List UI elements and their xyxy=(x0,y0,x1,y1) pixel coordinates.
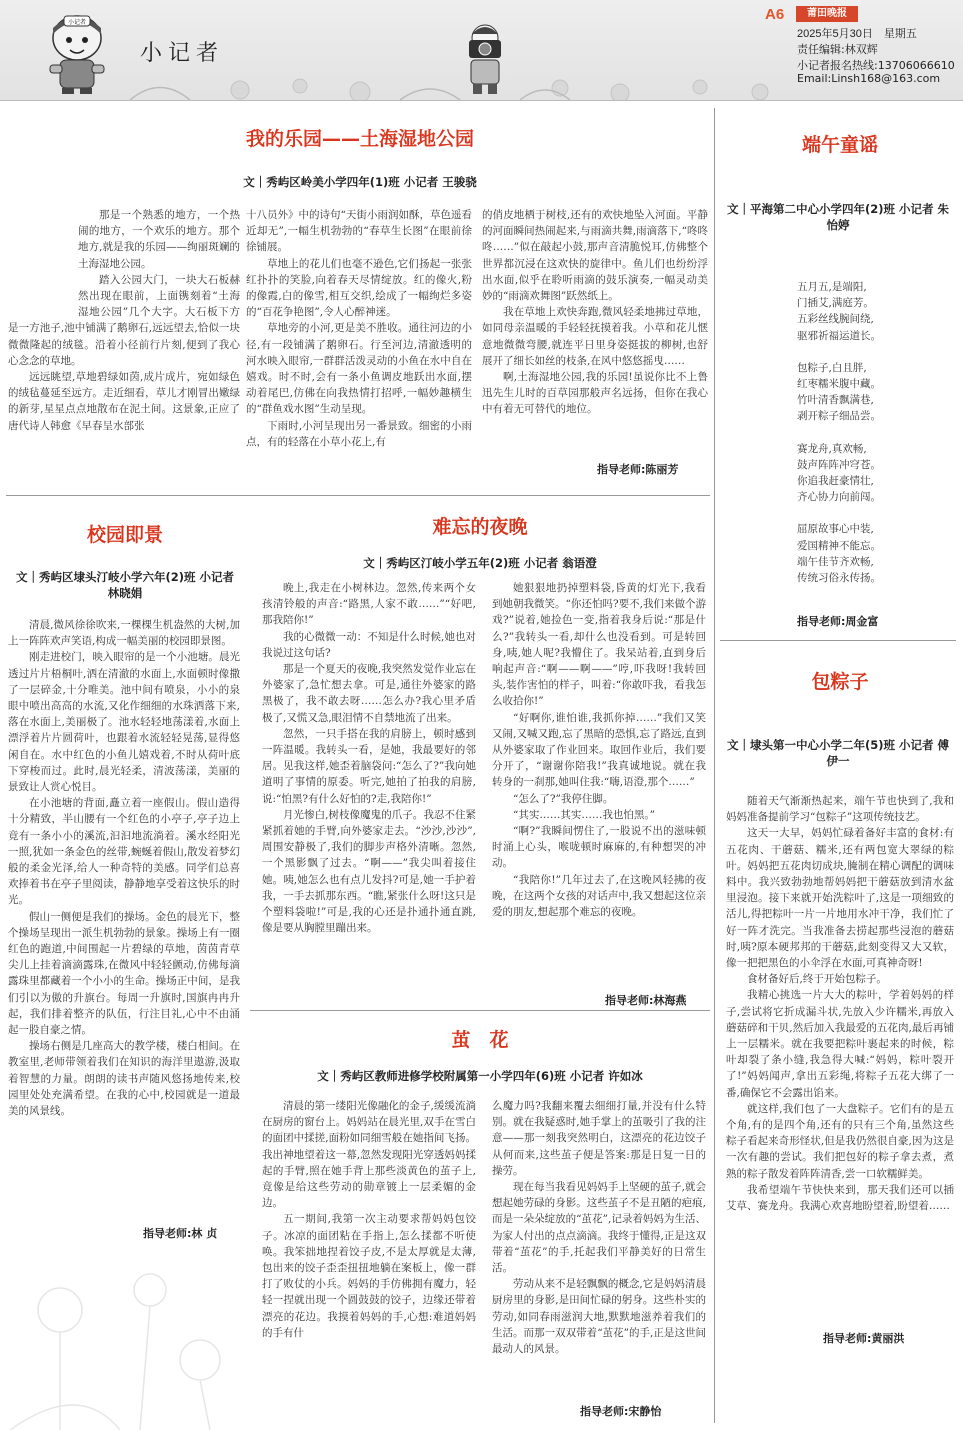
paragraph: 月光惨白,树枝像魔鬼的爪子。我忍不住紧紧抓着她的手臂,向外婆家走去。“沙沙,沙沙”,周围安静极了,我们的脚步声格外清晰。忽然,一个黑影飘了过去。“啊——”我尖叫着接住她。咦,她怎么也有点儿发抖?可是,她一手护着我，一手去抓那东西。“瞧,紧张什么呀!这只是个塑料袋啦!”可是,我的心还是扑通扑通直跳,像是要从胸膛里蹦出来。 xyxy=(262,808,476,935)
paragraph: 踏入公园大门，一块大石板赫然出现在眼前，上面镌刻着“土海湿地公园”几个大字。大石板下方是一方池子,池中铺满了鹅卵石,远远望去,恰似一块微微隆起的绒毯。沿着小径前行片刻,便到了我心心念念的草地。 xyxy=(8,273,240,367)
poem-line: 五月五,是端阳, xyxy=(797,281,867,293)
poem-line: 齐心协力向前闯。 xyxy=(797,491,881,504)
contact-email: Email:Linsh168@163.com xyxy=(797,72,941,85)
vertical-divider xyxy=(714,108,715,1423)
paragraph: 食材备好后,终于开始包粽子。 xyxy=(747,973,887,986)
paragraph: 我的心微微一动：不知是什么时候,她也对我说过这句话? xyxy=(262,630,476,659)
newspaper-brand-logo: 莆田晚报 xyxy=(796,6,858,22)
poem-line: 你追我赶豪情壮, xyxy=(797,475,874,488)
poem-line: 剥开粽子细品尝。 xyxy=(797,410,881,423)
paragraph: “好啊你,谁怕谁,我抓你掉……”我们又笑又闹,又喊又跑,忘了黑暗的恐惧,忘了路远,直到从外婆家取了作业回来。取回作业后，我们要分开了，“谢谢你陪我!”我真诚地说。就在我转身的一刹那,她叫住我:“嗨,语澄,那个……” xyxy=(492,711,706,789)
poem-line: 赛龙舟,真欢畅, xyxy=(797,442,867,455)
poem-line: 传统习俗永传扬。 xyxy=(797,572,881,585)
poem-body xyxy=(797,279,881,602)
paragraph: 就这样,我们包了一大盘粽子。它们有的是五个角,有的是四个角,还有的只有三个角,虽然这些粽子看起来奇形怪状,但是我仍然很自豪,因为这是一次有趣的尝试。我们把包好的粽子拿去煮，煮熟的粽子散发着阵阵清香,尝一口软糯鲜美。 xyxy=(726,1102,954,1180)
paragraph: 么魔力吗?我翻来覆去细细打量,并没有什么特别。就在我疑惑时,她手掌上的茧吸引了我的注意——那一刻我突然明白，这漂亮的花边饺子从何而来,这些茧子便是答案:那是日复一日的操劳。 xyxy=(492,1100,706,1177)
decorative-flowers-illustration xyxy=(0,1250,250,1430)
advisor-teacher: 指导老师:林海燕 xyxy=(605,994,687,1007)
poem-stanza xyxy=(797,279,881,344)
poem-line: 鼓声阵阵冲穹苍。 xyxy=(797,458,881,471)
poem-stanza xyxy=(797,360,881,425)
paragraph: 的俏皮地栖于树枝,还有的欢快地坠入河面。平静的河面瞬间热闹起来,与雨滴共舞,雨滴落下,“咚咚咚……”似在敲起小鼓,那声音清脆悦耳,仿佛整个世界都沉浸在这欢快的旋律中。鱼儿们也纷纷浮出水面,似乎在聆听雨滴的鼓乐演奏,一幅灵动美妙的“雨滴欢舞图”跃然纸上。 xyxy=(482,209,708,303)
paragraph: 五一期间,我第一次主动要求帮妈妈包饺子。冰凉的面团粘在手指上,怎么揉都不听使唤。我笨拙地捏着饺子皮,不是太厚就是太薄,包出来的饺子歪歪扭扭地躺在案板上，像一群打了败仗的小兵。妈妈的手仿佛拥有魔力，轻轻一捏就出现一个圆鼓鼓的饺子，边缘还带着漂亮的花边。我摸着妈妈的手,心想:难道妈妈的手有什 xyxy=(262,1213,476,1339)
article-title: 包粽子 xyxy=(811,671,869,693)
paragraph: “我陪你!”几年过去了,在这晚风轻拂的夜晚，在这两个女孩的对话声中,我又想起这位亲爱的朋友,想起那个难忘的夜晚。 xyxy=(492,873,706,919)
article-column xyxy=(726,793,954,1323)
paragraph: 远远眺望,草地碧绿如茵,成片成片，宛如绿色的绒毡蔓延至远方。走近细看，草儿才刚冒出嫩绿的新芽,星星点点地散布在泥土间。这景象,正应了唐代诗人韩愈《早春呈水部张 xyxy=(8,371,240,432)
paragraph: 我精心挑选一片大大的粽叶，学着妈妈的样子,尝试将它折成漏斗状,先放入少许糯米,再放入蘑菇碎和干贝,然后加入我最爱的五花肉,最后再铺上一层糯米。就在我要把粽叶裹起来的时候，粽叶却裂了条小缝,我急得大喊:“妈妈，粽叶裂开了!”妈妈闻声,拿出五彩绳,将粽子五花大绑了一番,确保它不会露出馅来。 xyxy=(726,989,954,1099)
poem-stanza xyxy=(797,441,881,506)
article-column xyxy=(262,1098,476,1426)
advisor-teacher: 指导老师:黄丽洪 xyxy=(823,1332,905,1345)
article-byline: 文｜秀屿区教师进修学校附属第一小学四年(6)班 小记者 许如冰 xyxy=(317,1069,643,1083)
advisor-teacher: 指导老师:周金富 xyxy=(797,615,879,628)
poem-line: 红枣糯米腹中藏。 xyxy=(797,378,881,391)
advisor-teacher: 指导老师:宋静怡 xyxy=(580,1405,662,1418)
poem-stanza xyxy=(797,521,881,586)
paragraph: “其实……其实……我也怕黑。” xyxy=(513,808,655,821)
paragraph: 清晨的第一缕阳光像融化的金子,缓缓流淌在厨房的窗台上。妈妈站在晨光里,双手在雪白的面团中揉搓,面粉如同细雪般在她指间飞扬。我出神地望着这一幕,忽然发现阳光穿透妈妈揉起的手臂,照在她手背上那些淡黄色的茧子上,竟像是给这些劳动的勋章镀上一层柔媚的金边。 xyxy=(262,1100,476,1210)
paragraph: “怎么了?”我停住脚。 xyxy=(513,792,614,805)
paragraph: 我希望端午节快快来到，那天我们还可以插艾草、赛龙舟。我满心欢喜地盼望着,盼望着…… xyxy=(726,1183,954,1213)
poem-line: 端午佳节齐欢畅, xyxy=(797,555,874,568)
paragraph: 我在草地上欢快奔跑,微风轻柔地拂过草地，如同母亲温暖的手轻轻抚摸着我。小草和花儿惬意地微微弯腰,就连平日里身姿挺拔的柳树,也舒展开了细长如丝的枝条,在风中悠悠摇曳…… xyxy=(482,306,708,367)
article-column xyxy=(246,207,472,497)
paragraph: 她狠狠地扔掉塑料袋,昏黄的灯光下,我看到她朝我微笑。“你还怕吗?要不,我们来做个游戏?”说着,她捡色一变,指着我身后说:“那是什么?”我转头一看,却什么也没看到。可是转回身,咦,她人呢?我懵住了。我呆站着,直到身后响起声音:“啊——啊——”哼,吓我呀!我转回头,装作害怕的样子，叫着:“你敢吓我，看我怎么收拾你!” xyxy=(492,582,706,708)
article-column xyxy=(262,580,476,1000)
horizontal-divider xyxy=(250,1010,710,1011)
paragraph: 这天一大早，妈妈忙碌着备好丰富的食材:有五花肉、干蘑菇、糯米,还有两包宽大翠绿的粽叶。妈妈把五花肉切成块,腌制在精心调配的调味料中。我兴致勃勃地帮妈妈把干蘑菇放到清水盆里浸泡。接下来就开始洗粽叶了,这是一项细致的活儿,得把粽叶一片一片地用水冲干净，我们忙了好一阵才洗完。当我准备去捞起那些浸泡的蘑菇时,咦?原本硬邦邦的干蘑菇,此刻变得又大又软，像一把把黑色的小伞浮在水面,可真神奇呀! xyxy=(726,827,954,970)
paragraph: 劳动从来不是轻飘飘的概念,它是妈妈清晨厨房里的身影,是田间忙碌的躬身。这些朴实的劳动,如同春雨滋润大地,默默地滋养着我们的生活。而那一双双带着“茧花”的手,正是这世间最动人的风景。 xyxy=(492,1278,706,1356)
article-byline: 文｜秀屿区埭头汀岐小学六年(2)班 小记者 林晓娟 xyxy=(15,570,234,600)
poem-line: 竹叶清香飘满巷, xyxy=(797,394,874,407)
article-column xyxy=(492,580,706,980)
paragraph: 在小池塘的背面,矗立着一座假山。假山造得十分精致，半山腰有一个红色的小亭子,亭子边上竟有一条小小的溪流,汩汩地流淌着。溪水经阳光一照,犹如一条金色的丝带,蜿蜒着假山,散发着梦幻般的柔金光泽,给人一种奇特的美感。同学们总喜欢捧着书在亭子里阅读，静静地享受着这快乐的时光。 xyxy=(8,797,240,907)
paragraph: 刚走进校门，映入眼帘的是一个小池塘。晨光透过片片梧桐叶,洒在清澈的水面上,水面顿时像撒了一层碎金,十分唯美。池中间有喷泉，小小的泉眼中喷出高高的水流,又化作细细的水珠洒落下来,落在水面上,美丽极了。池水轻轻地荡漾着,水面上漂浮着片片圆荷叶，也跟着水流轻轻晃荡,显得悠闲自在。水中红色的小鱼儿嬉戏着,不时从荷叶底下穿梭而过。此时,晨光轻柔，清波荡漾，美丽的景致让人赏心悦目。 xyxy=(8,651,240,794)
poem-line: 门插艾,满庭芳。 xyxy=(797,297,874,310)
paragraph: 清晨,微风徐徐吹来,一棵棵生机盎然的大树,加上一阵阵欢声笑语,构成一幅美丽的校园即景图。 xyxy=(8,619,240,648)
horizontal-divider xyxy=(720,640,956,641)
article-title: 茧 花 xyxy=(451,1029,509,1051)
article-title: 难忘的夜晚 xyxy=(432,516,528,538)
paragraph: “啊?”我瞬间愣住了,一股说不出的滋味顿时涌上心头，喉咙顿时麻麻的,有种想哭的冲动。 xyxy=(492,825,706,870)
article-byline: 文｜秀屿区岭美小学四年(1)班 小记者 王骏骁 xyxy=(243,175,477,189)
paragraph: 下雨时,小河呈现出另一番景致。细密的小雨点，有的轻落在小草小花上,有 xyxy=(246,419,472,448)
paragraph: 晚上,我走在小树林边。忽然,传来两个女孩清铃般的声音:“路黑,人家不敢……”“好吧,那我陪你!” xyxy=(262,582,476,627)
signup-hotline: 小记者报名热线:13706066610 xyxy=(797,59,955,72)
mascot-badge: 小记者 xyxy=(67,19,87,26)
poem-line: 包粽子,白且胖, xyxy=(797,361,867,374)
article-column xyxy=(482,207,708,472)
article-title: 校园即景 xyxy=(86,524,163,546)
page-header xyxy=(0,0,963,101)
paragraph: 草地上的花儿们也毫不逊色,它们扬起一张张红扑扑的笑脸,向着春天尽情绽放。红的像火,粉的像霞,白的像雪,相互交织,绘成了一幅绚烂多姿的“百花争艳图”,令人心醉神迷。 xyxy=(246,257,472,319)
article-column xyxy=(492,1098,706,1398)
paragraph: 操场右侧是几座高大的教学楼，楼白相间。在教室里,老师带领着我们在知识的海洋里遨游,汲取着智慧的力量。朗朗的读书声随风悠扬地传来,校园里处处充满希望。在我的心中,校园就是一道最美的风景线。 xyxy=(8,1040,240,1118)
paragraph: 随着天气渐渐热起来，端午节也快到了,我和妈妈准备提前学习“包粽子”这项传统技艺。 xyxy=(726,795,954,824)
camera-reporter-icon xyxy=(455,20,515,95)
poem-line: 屈原故事心中装, xyxy=(797,523,874,536)
paragraph: 草地旁的小河,更是美不胜收。通往河边的小径,有一段铺满了鹅卵石。行至河边,清澈透明的河水映入眼帘,一群群活泼灵动的小鱼在水中自在嬉戏。时不时,会有一条小鱼调皮地跃出水面,摆动着尾巴,仿佛在向我热情打招呼,一幅妙趣横生的“群鱼戏水图”生动呈现。 xyxy=(246,322,472,416)
paragraph: 假山一侧便是我们的操场。金色的晨光下，整个操场呈现出一派生机勃勃的景象。操场上有一圈红色的跑道,中间围起一片碧绿的草地，茵茵青草尖儿上挂着滴滴露珠,在微风中轻轻颤动,仿佛每滴露珠里都藏着一个小小的生命。操场正中间，是我们引以为傲的升旗台。每周一升旗时,国旗冉冉升起，我们排着整齐的队伍，行注目礼,心中不由涌起一股自豪之情。 xyxy=(8,910,240,1037)
paragraph: 啊,土海湿地公园,我的乐园!虽说你比不上鲁迅先生儿时的百草园那般声名远扬，但你在我心中有着无可替代的地位。 xyxy=(482,371,708,416)
poem-line: 驱邪祈福运道长。 xyxy=(797,329,881,342)
paragraph: 忽然，一只手搭在我的肩膀上，顿时感到一阵温暖。我转头一看，是她，我最要好的邻居。见我这样,她歪着脑袋问:“怎么了?”我向她道明了事情的原委。听完,她拍了拍我的肩膀,说:“怕黑?有什么好怕的?走,我陪你!” xyxy=(262,727,476,805)
paragraph: 那是一个夏天的夜晚,我突然发觉作业忘在外婆家了,急忙想去拿。可是,通往外婆家的路黑极了，我不敢去呀……怎么办?我心里矛盾极了,又慌又急,眼泪情不自禁地流了出来。 xyxy=(262,663,476,724)
advisor-teacher: 指导老师:林 贞 xyxy=(143,1227,218,1240)
paragraph: 现在每当我看见妈妈手上坚硬的茧子,就会想起她劳碌的身影。这些茧子不是丑陋的疤痕,而是一朵朵绽放的“茧花”,记录着妈妈为生活、为家人付出的点点滴滴。我终于懂得,正是这双带着“茧花”的手,托起我们平静美好的日常生活。 xyxy=(492,1181,706,1275)
issue-date: 2025年5月30日 星期五 xyxy=(797,28,917,40)
text-wrap-space xyxy=(8,207,78,317)
article-column xyxy=(8,207,240,497)
advisor-teacher: 指导老师:陈丽芳 xyxy=(597,463,679,476)
poem-line: 五彩丝线腕间绕, xyxy=(797,313,874,326)
article-title: 我的乐园——土海湿地公园 xyxy=(245,128,474,150)
article-byline: 文｜秀屿区汀岐小学五年(2)班 小记者 翁语澄 xyxy=(363,556,597,570)
article-byline: 文｜埭头第一中心小学二年(5)班 小记者 傅伊一 xyxy=(726,738,950,768)
mascot-reporter-icon xyxy=(42,10,112,95)
responsible-editor: 责任编辑:林双辉 xyxy=(797,43,878,56)
page-number: A6 xyxy=(765,6,785,23)
article-title: 端午童谣 xyxy=(801,134,878,156)
article-byline: 文｜平海第二中心小学四年(2)班 小记者 朱怡婷 xyxy=(726,202,950,232)
paragraph: 十八员外》中的诗句“天街小雨润如酥，草色遥看近却无”,一幅生机勃勃的“春草生长图”在眼前徐徐铺展。 xyxy=(246,209,472,254)
poem-line: 爱国精神不能忘。 xyxy=(797,539,881,552)
column-title: 小记者 xyxy=(140,41,225,66)
paragraph: 那是一个熟悉的地方，一个热闹的地方，一个欢乐的地方。那个地方,就是我的乐园——绚丽斑斓的土海湿地公园。 xyxy=(78,209,240,270)
